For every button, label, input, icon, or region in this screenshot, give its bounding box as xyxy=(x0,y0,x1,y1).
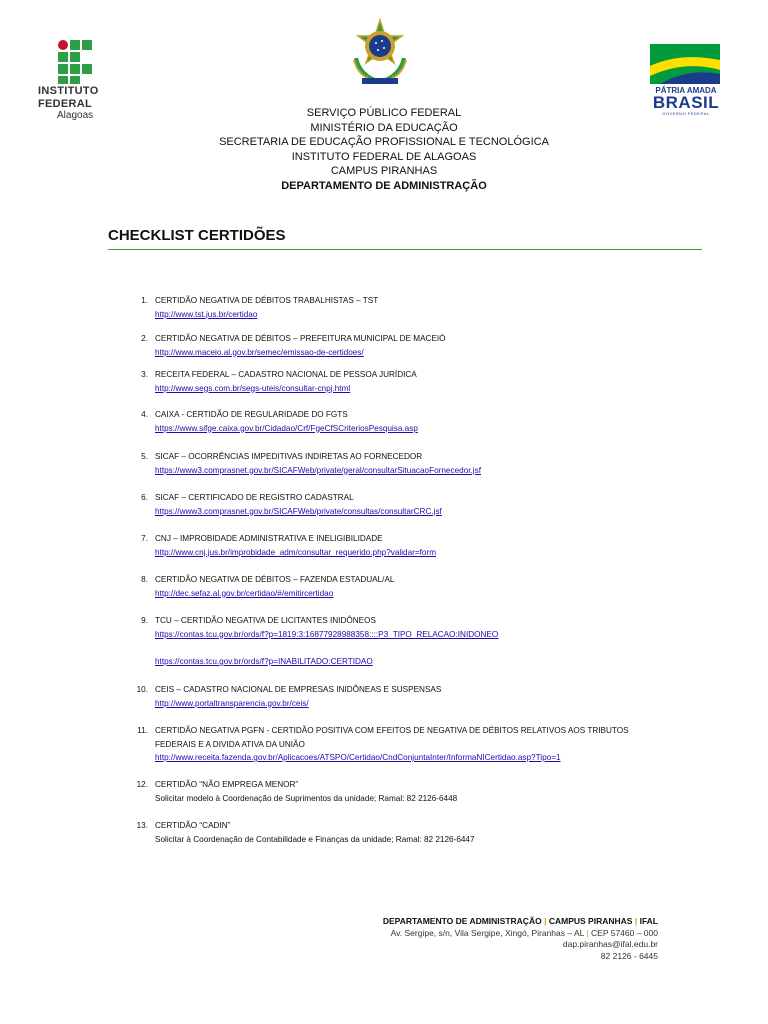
certificate-link[interactable]: https://www3.comprasnet.gov.br/SICAFWeb/private/consultas/consultarCRC.jsf xyxy=(155,506,442,516)
item-number: 6. xyxy=(141,493,148,502)
header-line: MINISTÉRIO DA EDUCAÇÃO xyxy=(310,121,458,134)
certificate-link[interactable]: https://contas.tcu.gov.br/ords/f?p=INABILITADO:CERTIDAO xyxy=(155,657,373,666)
item-title: TCU – CERTIDÃO NEGATIVA DE LICITANTES INIDÔNEOS xyxy=(155,616,376,625)
brasil-logo-text-line1: PÁTRIA AMADA xyxy=(655,86,717,95)
brasil-logo-text-line3: GOVERNO FEDERAL xyxy=(662,111,710,116)
item-title: CERTIDÃO NEGATIVA DE DÉBITOS – PREFEITURA MUNICIPAL DE MACEIÓ xyxy=(155,334,446,343)
item-title: CERTIDÃO NEGATIVA DE DÉBITOS TRABALHISTAS – TST xyxy=(155,296,379,305)
footer-department-line xyxy=(383,916,658,928)
footer-address: Av. Sergipe, s/n, Vila Sergipe, Xingó, Piranhas – AL xyxy=(390,927,585,938)
department-name: DEPARTAMENTO DE ADMINISTRAÇÃO xyxy=(281,179,487,192)
certificate-link[interactable]: http://www.tst.jus.br/certidao xyxy=(155,309,258,319)
certificate-link[interactable]: http://www.portaltransparencia.gov.br/ceis/ xyxy=(155,698,309,708)
footer-separator: | xyxy=(634,916,638,926)
footer-phone: 82 2126 - 6445 xyxy=(600,950,658,961)
footer-cep: CEP 57460 – 000 xyxy=(591,927,658,938)
item-title: CAIXA - CERTIDÃO DE REGULARIDADE DO FGTS xyxy=(155,410,348,419)
item-title: CNJ – IMPROBIDADE ADMINISTRATIVA E INELIGIBILIDADE xyxy=(155,534,383,543)
if-grid-icon xyxy=(58,40,98,84)
item-title: CERTIDÃO “NÃO EMPREGA MENOR” xyxy=(155,780,299,789)
certificate-link[interactable]: https://www3.comprasnet.gov.br/SICAFWeb/private/geral/consultarSituacaoFornecedor.jsf xyxy=(155,465,481,475)
header-line: INSTITUTO FEDERAL DE ALAGOAS xyxy=(291,150,477,163)
item-title: CERTIDÃO NEGATIVA PGFN - CERTIDÃO POSITIVA COM EFEITOS DE NEGATIVA DE DÉBITOS RELATIVOS AOS TRIBUTOS FEDERAIS E A DIVIDA ATIVA DA UNIÃO xyxy=(155,726,629,749)
brazil-coat-of-arms-icon xyxy=(348,18,412,90)
title-divider xyxy=(108,249,702,250)
item-number: 12. xyxy=(136,780,148,789)
certificate-link[interactable]: https://contas.tcu.gov.br/ords/f?p=1819:3:16877928988358::::P3_TIPO_RELACAO:INIDONEO xyxy=(155,629,499,639)
item-title: CERTIDÃO “CADIN” xyxy=(155,821,231,830)
item-title: SICAF – CERTIFICADO DE REGISTRO CADASTRAL xyxy=(155,493,354,502)
footer-campus: CAMPUS PIRANHAS xyxy=(548,916,633,926)
header-line: SECRETARIA DE EDUCAÇÃO PROFISSIONAL E TECNOLÓGICA xyxy=(219,136,549,148)
item-number: 10. xyxy=(136,685,148,694)
item-number: 1. xyxy=(141,296,148,305)
header-line: CAMPUS PIRANHAS xyxy=(330,165,438,177)
item-number: 8. xyxy=(141,575,148,584)
footer-department: DEPARTAMENTO DE ADMINISTRAÇÃO xyxy=(382,916,542,926)
item-title: RECEITA FEDERAL – CADASTRO NACIONAL DE PESSOA JURÍDICA xyxy=(155,370,417,379)
instituto-federal-logo xyxy=(38,40,118,120)
certificate-link[interactable]: http://www.segs.com.br/segs-uteis/consultar-cnpj.html xyxy=(155,383,351,393)
item-instructions: Solicitar à Coordenação de Contabilidade e Finanças da unidade; Ramal: 82 2126-6447 xyxy=(155,834,475,844)
item-title: CEIS – CADASTRO NACIONAL DE EMPRESAS INIDÔNEAS E SUSPENSAS xyxy=(155,685,442,694)
item-number: 2. xyxy=(141,334,148,343)
brasil-flag-icon xyxy=(650,44,720,84)
footer-address-line xyxy=(383,928,658,940)
item-number: 11. xyxy=(137,726,148,735)
item-number: 13. xyxy=(136,821,148,830)
brasil-logo-text-line2: BRASIL xyxy=(652,93,720,112)
item-number: 4. xyxy=(141,410,148,419)
certificate-link[interactable]: https://www.sifge.caixa.gov.br/Cidadao/Crf/FgeCfSCriteriosPesquisa.asp xyxy=(155,423,418,433)
patria-amada-brasil-logo xyxy=(650,44,722,126)
if-logo-text-line2: FEDERAL xyxy=(38,98,93,110)
certificate-link[interactable]: http://www.cnj.jus.br/improbidade_adm/consultar_requerido.php?validar=form xyxy=(155,547,437,557)
page-title: CHECKLIST CERTIDÕES xyxy=(108,227,286,244)
footer-email: dap.piranhas@ifal.edu.br xyxy=(562,939,658,949)
page-footer xyxy=(383,916,658,962)
item-number: 7. xyxy=(141,534,148,543)
certificate-link[interactable]: http://dec.sefaz.al.gov.br/certidao/#/emitircertidao xyxy=(155,588,334,598)
if-logo-text-line3: Alagoas xyxy=(57,110,94,121)
certificate-link[interactable]: http://www.maceio.al.gov.br/semec/emissao-de-certidoes/ xyxy=(155,347,364,357)
institution-header xyxy=(200,106,568,193)
item-instructions: Solicitar modelo à Coordenação de Suprimentos da unidade; Ramal: 82 2126-6448 xyxy=(155,793,458,803)
item-number: 3. xyxy=(141,370,148,379)
item-title: SICAF – OCORRÊNCIAS IMPEDITIVAS INDIRETAS AO FORNECEDOR xyxy=(155,452,423,461)
item-title: CERTIDÃO NEGATIVA DE DÉBITOS – FAZENDA ESTADUAL/AL xyxy=(155,575,395,584)
certificate-link[interactable]: http://www.receita.fazenda.gov.br/Aplicacoes/ATSPO/Certidao/CndConjuntaInter/InformaNICertidao.asp?Tipo=1 xyxy=(155,753,561,762)
footer-institution: IFAL xyxy=(639,916,658,926)
item-number: 9. xyxy=(141,616,148,625)
footer-separator: | xyxy=(544,916,547,926)
if-logo-text-line1: INSTITUTO xyxy=(38,85,99,97)
header-line: SERVIÇO PÚBLICO FEDERAL xyxy=(306,107,462,119)
footer-separator: | xyxy=(586,927,589,938)
item-number: 5. xyxy=(141,452,148,461)
